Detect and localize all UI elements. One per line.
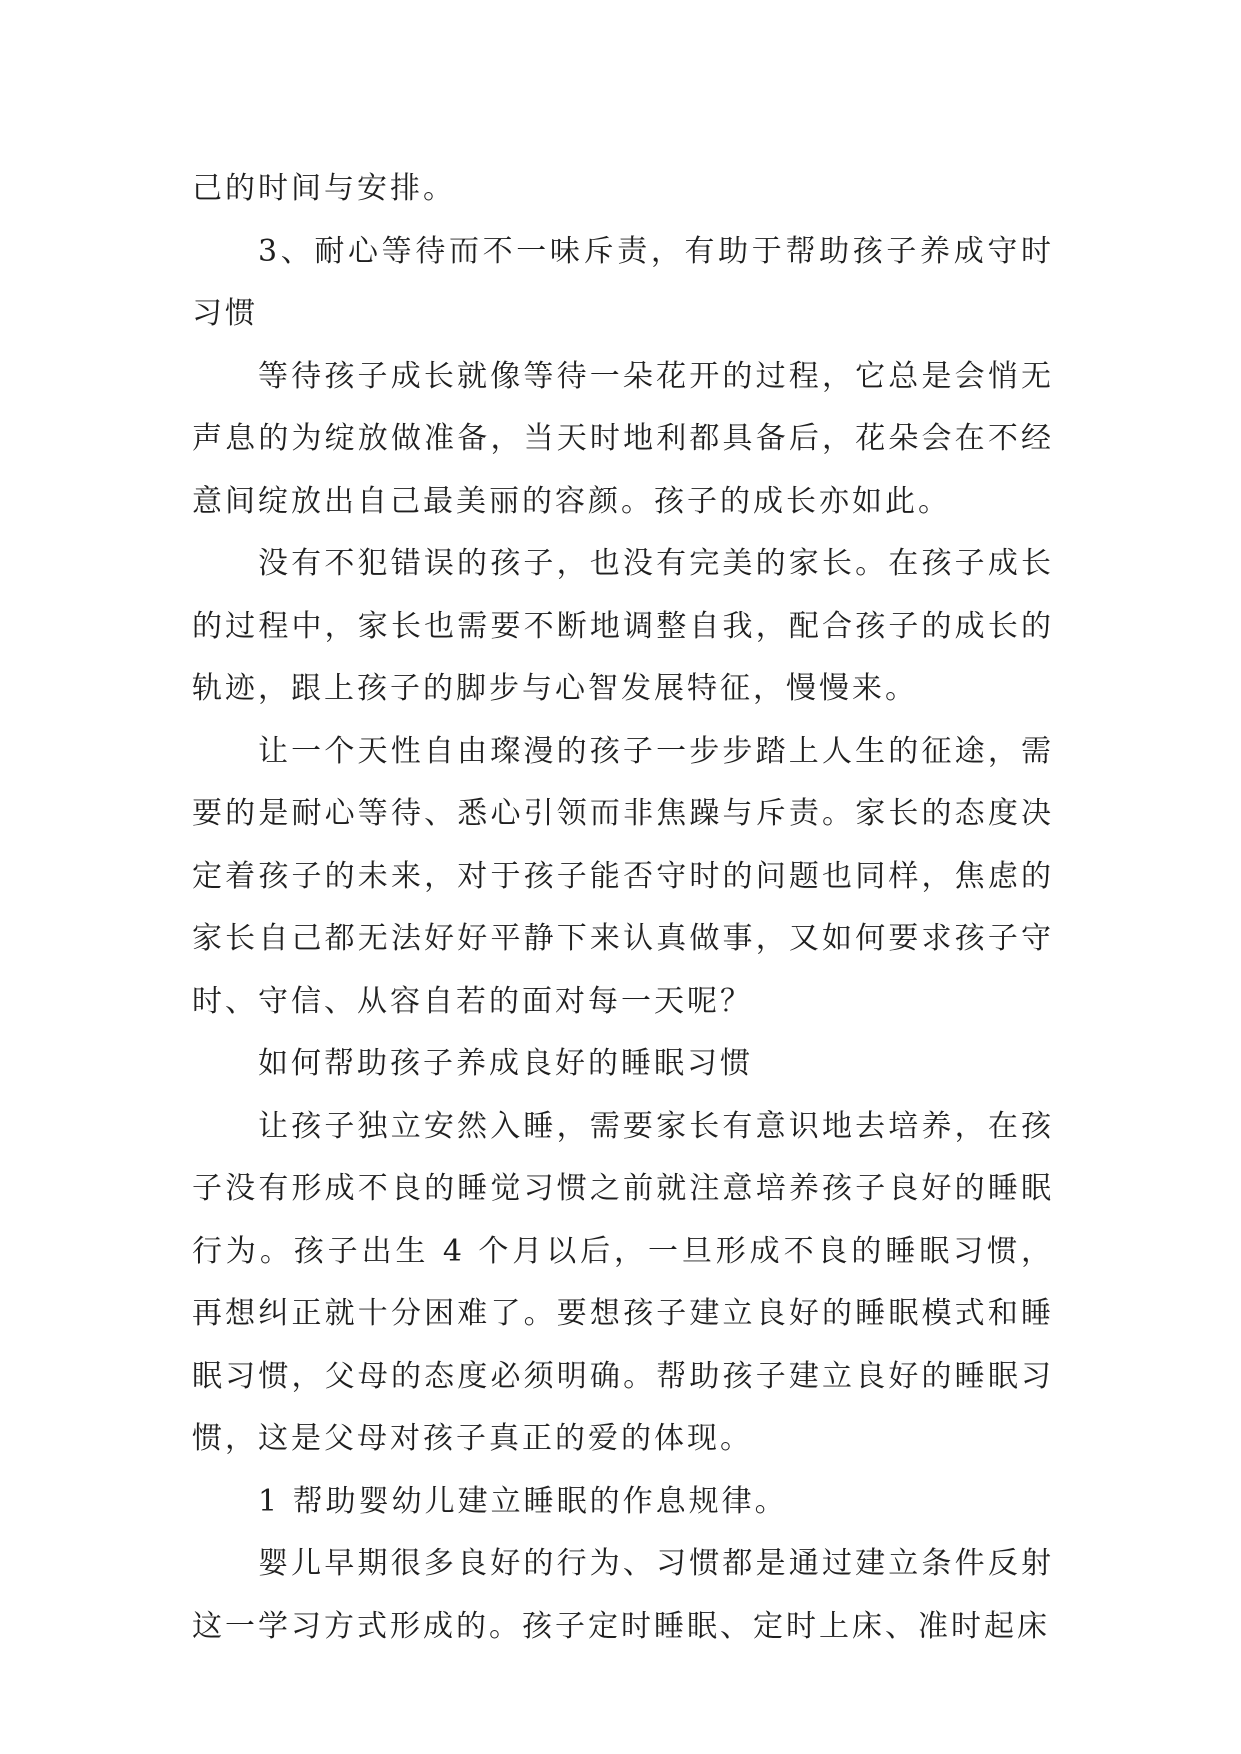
paragraph-independent-sleep: 让孩子独立安然入睡，需要家长有意识地去培养，在孩子没有形成不良的睡觉习惯之前就注意培养孩子良好的睡眠行为。孩子出生 4 个月以后，一旦形成不良的睡眠习惯，再想纠正就十分困难了。要想孩子建立良好的睡眠模式和睡眠习惯，父母的态度必须明确。帮助孩子建立良好的睡眠习惯，这是父母对孩子真正的爱的体现。 bbox=[192, 1108, 1054, 1456]
document-body bbox=[192, 158, 1054, 1658]
heading-sleep-habits: 如何帮助孩子养成良好的睡眠习惯 bbox=[258, 1046, 753, 1081]
paragraph-no-perfect-parent: 没有不犯错误的孩子，也没有完美的家长。在孩子成长的过程中，家长也需要不断地调整自我，配合孩子的成长的轨迹，跟上孩子的脚步与心智发展特征，慢慢来。 bbox=[192, 546, 1054, 706]
section-heading-patience: 3、耐心等待而不一味斥责，有助于帮助孩子养成守时习惯 bbox=[192, 233, 1054, 331]
paragraph-continuation: 己的时间与安排。 bbox=[192, 171, 456, 206]
paragraph-flower-metaphor: 等待孩子成长就像等待一朵花开的过程，它总是会悄无声息的为绽放做准备，当天时地利都具备后，花朵会在不经意间绽放出自己最美丽的容颜。孩子的成长亦如此。 bbox=[192, 358, 1054, 519]
subheading-sleep-routine: 1 帮助婴幼儿建立睡眠的作息规律。 bbox=[258, 1483, 788, 1519]
paragraph-parent-attitude: 让一个天性自由璨漫的孩子一步步踏上人生的征途，需要的是耐心等待、悉心引领而非焦躁与斥责。家长的态度决定着孩子的未来，对于孩子能否守时的问题也同样，焦虑的家长自己都无法好好平静下来认真做事，又如何要求孩子守时、守信、从容自若的面对每一天呢？ bbox=[192, 733, 1054, 1019]
paragraph-conditioned-reflex: 婴儿早期很多良好的行为、习惯都是通过建立条件反射这一学习方式形成的。孩子定时睡眠、定时上床、准时起床 bbox=[192, 1546, 1054, 1644]
